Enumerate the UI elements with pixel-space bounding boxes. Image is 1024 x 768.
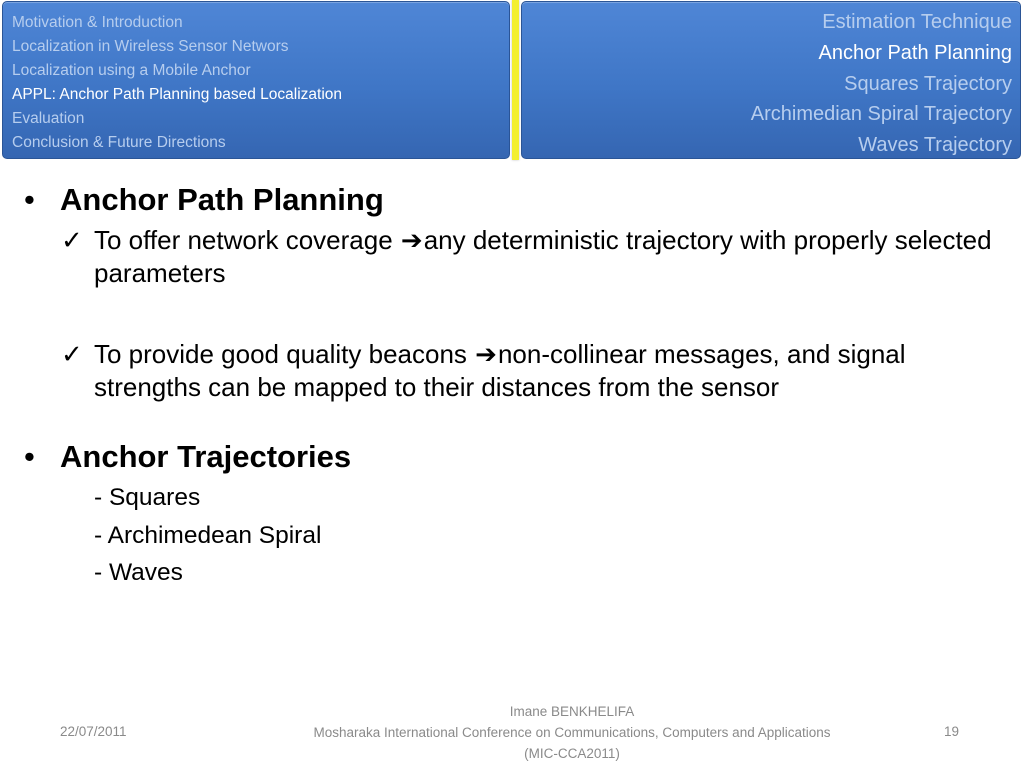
check-text-before: To provide good quality beacons <box>94 339 475 369</box>
subnav-item-anchor-path-planning[interactable]: Anchor Path Planning <box>818 41 1012 64</box>
list-item-waves: - Waves <box>94 559 183 586</box>
nav-item-mobile-anchor[interactable]: Localization using a Mobile Anchor <box>12 62 251 79</box>
bullet-anchor-path-planning <box>0 180 1024 220</box>
bullet-title: Anchor Path Planning <box>60 182 384 217</box>
footer-conference-short: (MIC-CCA2011) <box>524 746 620 761</box>
list-item-archimedean-spiral: - Archimedean Spiral <box>94 521 322 549</box>
nav-item-conclusion[interactable]: Conclusion & Future Directions <box>12 134 226 151</box>
check-text-after: non-collinear messages, and signal strengths can be mapped to their distances from the sensor <box>94 339 906 402</box>
nav-item-appl[interactable]: APPL: Anchor Path Planning based Localization <box>12 86 343 103</box>
bullet-title: Anchor Trajectories <box>60 439 352 474</box>
bullet-icon: • <box>24 182 35 217</box>
arrow-right-icon: ➔ <box>400 225 423 255</box>
footer-page-number: 19 <box>944 724 960 739</box>
nav-item-localization-wsn[interactable]: Localization in Wireless Sensor Networs <box>12 38 289 55</box>
footer-author: Imane BENKHELIFA <box>509 704 635 719</box>
slide-content <box>0 180 1024 592</box>
bullet-anchor-trajectories <box>0 437 1024 477</box>
subnav-item-estimation[interactable]: Estimation Technique <box>822 11 1012 33</box>
list-item-squares: - Squares <box>94 484 201 511</box>
section-nav-panel <box>2 1 510 159</box>
footer-date: 22/07/2011 <box>60 724 127 739</box>
check-text-after: any deterministic trajectory with properly selected parameters <box>94 225 992 288</box>
check-text-before: To offer network coverage <box>94 225 400 255</box>
check-item-coverage <box>0 224 1024 290</box>
checkmark-icon: ✓ <box>61 225 83 255</box>
subsection-nav-panel <box>521 1 1021 159</box>
subnav-item-archimedian-spiral[interactable]: Archimedian Spiral Trajectory <box>750 103 1012 126</box>
header-divider <box>512 0 519 160</box>
checkmark-icon: ✓ <box>61 339 83 369</box>
subnav-item-squares[interactable]: Squares Trajectory <box>844 72 1012 95</box>
nav-item-evaluation[interactable]: Evaluation <box>12 110 85 127</box>
footer-conference: Mosharaka International Conference on Communications, Computers and Applications <box>313 725 831 740</box>
footer-info <box>260 701 884 764</box>
bullet-icon: • <box>24 439 35 474</box>
subnav-item-waves[interactable]: Waves Trajectory <box>858 134 1012 157</box>
arrow-right-icon: ➔ <box>475 339 497 369</box>
nav-item-motivation[interactable]: Motivation & Introduction <box>12 14 183 31</box>
check-item-beacons <box>0 338 1024 404</box>
